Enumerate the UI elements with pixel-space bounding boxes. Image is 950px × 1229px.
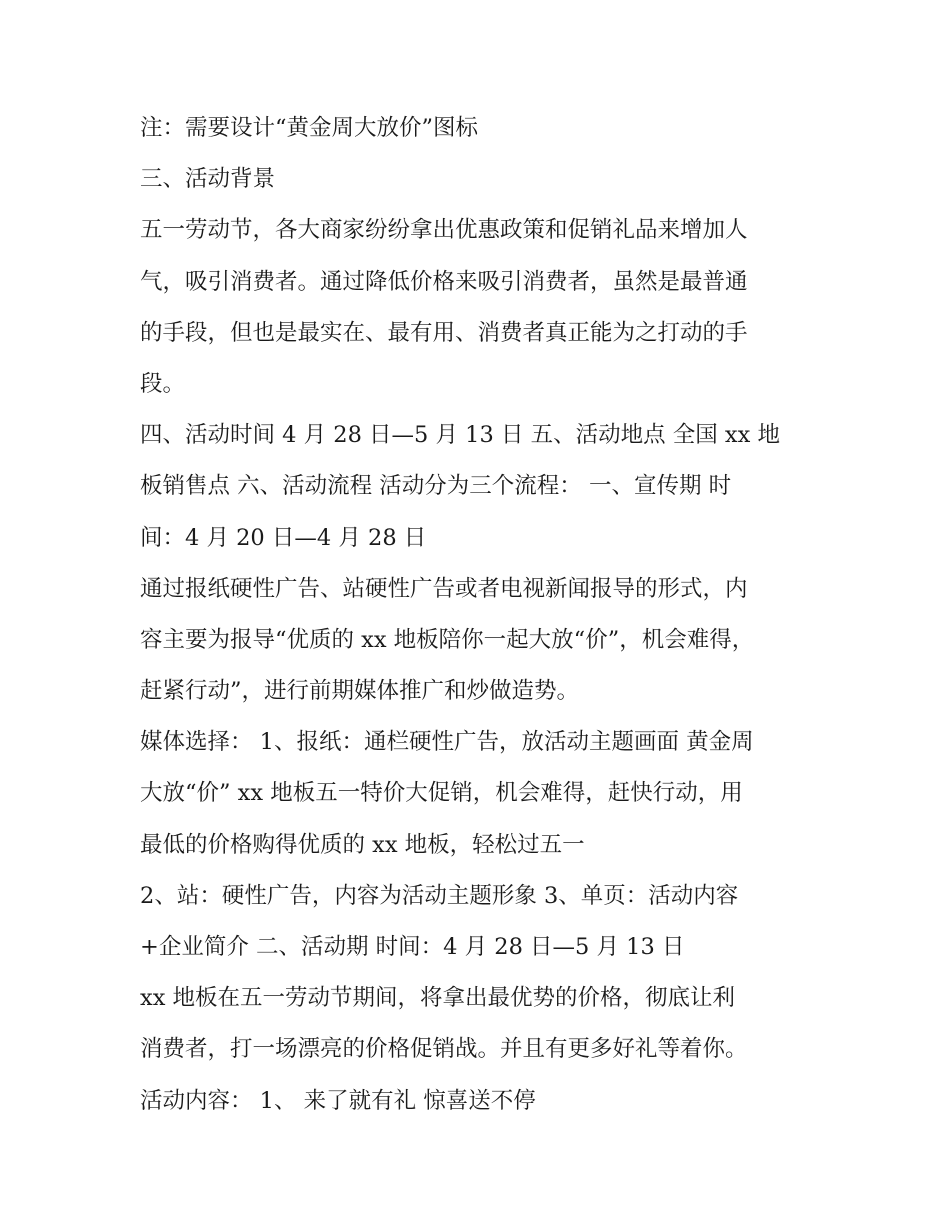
text-line: 四、活动时间 4 月 28 日—5 月 13 日 五、活动地点 全国 xx 地: [140, 422, 780, 449]
text-line: 五一劳动节，各大商家纷纷拿出优惠政策和促销礼品来增加人: [140, 217, 748, 244]
text-line: 段。: [140, 370, 186, 397]
text-line: 板销售点 六、活动流程 活动分为三个流程： 一、宣传期 时: [140, 473, 732, 500]
text-line: 气，吸引消费者。通过降低价格来吸引消费者，虽然是最普通: [140, 268, 748, 295]
text-line: 媒体选择： 1、报纸：通栏硬性广告，放活动主题画面 黄金周: [140, 729, 754, 756]
text-line: xx 地板在五一劳动节期间，将拿出最优势的价格，彻底让利: [140, 985, 736, 1012]
text-line: +企业简介 二、活动期 时间：4 月 28 日—5 月 13 日: [140, 934, 685, 960]
text-line: 赶紧行动”，进行前期媒体推广和炒做造势。: [140, 678, 580, 705]
text-line: 消费者，打一场漂亮的价格促销战。并且有更多好礼等着你。: [140, 1036, 748, 1063]
text-line: 大放“价” xx 地板五一特价大促销，机会难得，赶快行动，用: [140, 780, 743, 807]
text-line: 间：4 月 20 日—4 月 28 日: [140, 524, 427, 551]
text-line: 通过报纸硬性广告、站硬性广告或者电视新闻报导的形式，内: [140, 575, 748, 602]
text-line: 注：需要设计“黄金周大放价”图标: [140, 115, 479, 141]
text-line: 的手段，但也是最实在、最有用、消费者真正能为之打动的手: [140, 319, 748, 346]
document-body: [140, 103, 820, 1127]
text-line: 三、活动背景: [140, 166, 276, 193]
text-line: 2、站：硬性广告，内容为活动主题形象 3、单页：活动内容: [140, 882, 739, 909]
text-line: 最低的价格购得优质的 xx 地板，轻松过五一: [140, 831, 585, 858]
text-line: 容主要为报导“优质的 xx 地板陪你一起大放“价”，机会难得，: [140, 626, 755, 653]
text-line: 活动内容： 1、 来了就有礼 惊喜送不停: [140, 1087, 536, 1114]
